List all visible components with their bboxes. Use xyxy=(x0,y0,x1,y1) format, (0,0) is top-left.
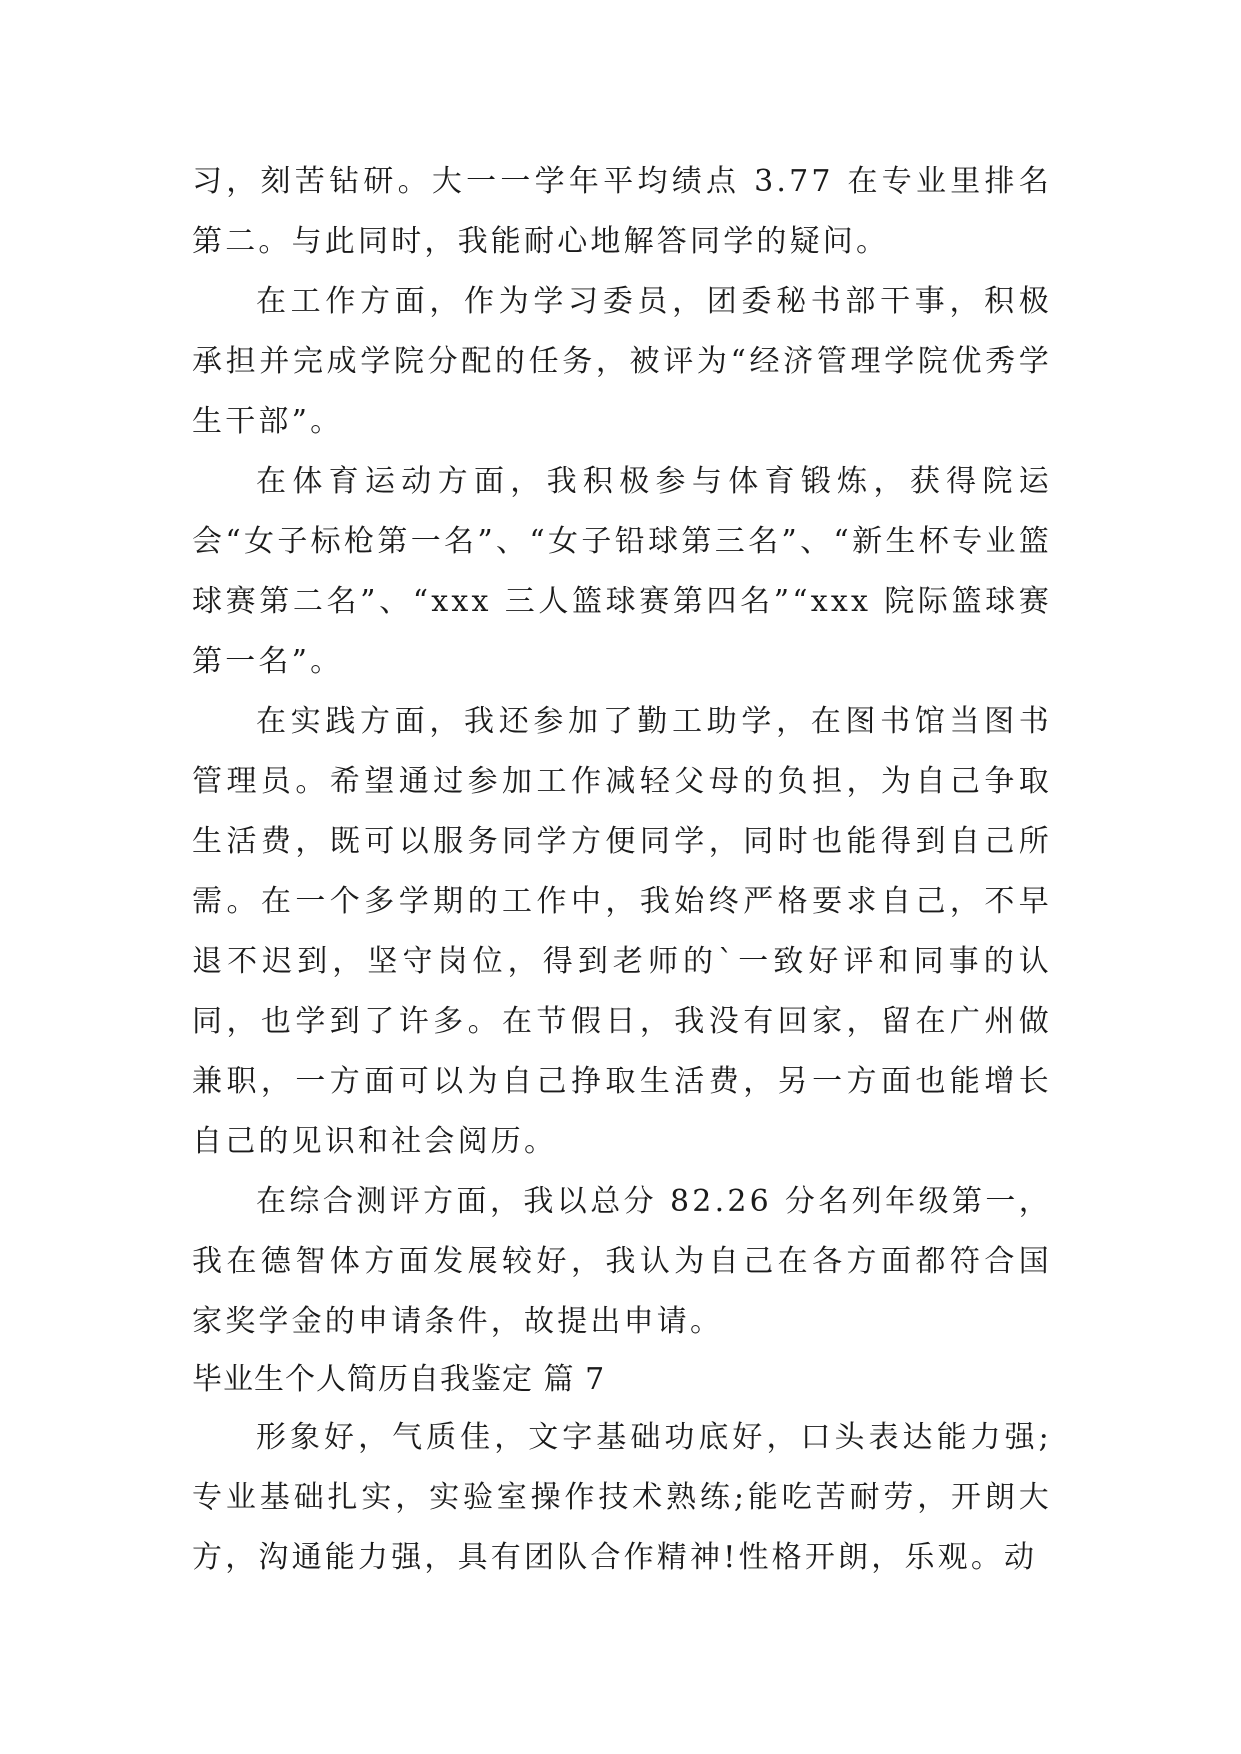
paragraph-self-assessment: 形象好，气质佳，文字基础功底好，口头表达能力强;专业基础扎实，实验室操作技术熟练;能吃苦耐劳，开朗大方，沟通能力强，具有团队合作精神!性格开朗，乐观。动 xyxy=(192,1420,1052,1575)
document-page xyxy=(192,152,1052,1588)
paragraph-sports: 在体育运动方面，我积极参与体育锻炼，获得院运会“女子标枪第一名”、“女子铅球第三名”、“新生杯专业篮球赛第二名”、“xxx 三人篮球赛第四名”“xxx 院际篮球赛第一名”。 xyxy=(192,464,1052,679)
paragraph-practice: 在实践方面，我还参加了勤工助学，在图书馆当图书管理员。希望通过参加工作减轻父母的负担，为自己争取生活费，既可以服务同学方便同学，同时也能得到自己所需。在一个多学期的工作中，我始终严格要求自己，不早退不迟到，坚守岗位，得到老师的`一致好评和同事的认同，也学到了许多。在节假日，我没有回家，留在广州做兼职，一方面可以为自己挣取生活费，另一方面也能增长自己的见识和社会阅历。 xyxy=(192,704,1052,1159)
paragraph-evaluation: 在综合测评方面，我以总分 82.26 分名列年级第一，我在德智体方面发展较好，我认为自己在各方面都符合国家奖学金的申请条件，故提出申请。 xyxy=(192,1184,1052,1339)
section-heading: 毕业生个人简历自我鉴定 篇 7 xyxy=(192,1362,606,1397)
paragraph-study: 习，刻苦钻研。大一一学年平均绩点 3.77 在专业里排名第二。与此同时，我能耐心地解答同学的疑问。 xyxy=(192,164,1052,259)
paragraph-work: 在工作方面，作为学习委员，团委秘书部干事，积极承担并完成学院分配的任务，被评为“经济管理学院优秀学生干部”。 xyxy=(192,284,1052,439)
